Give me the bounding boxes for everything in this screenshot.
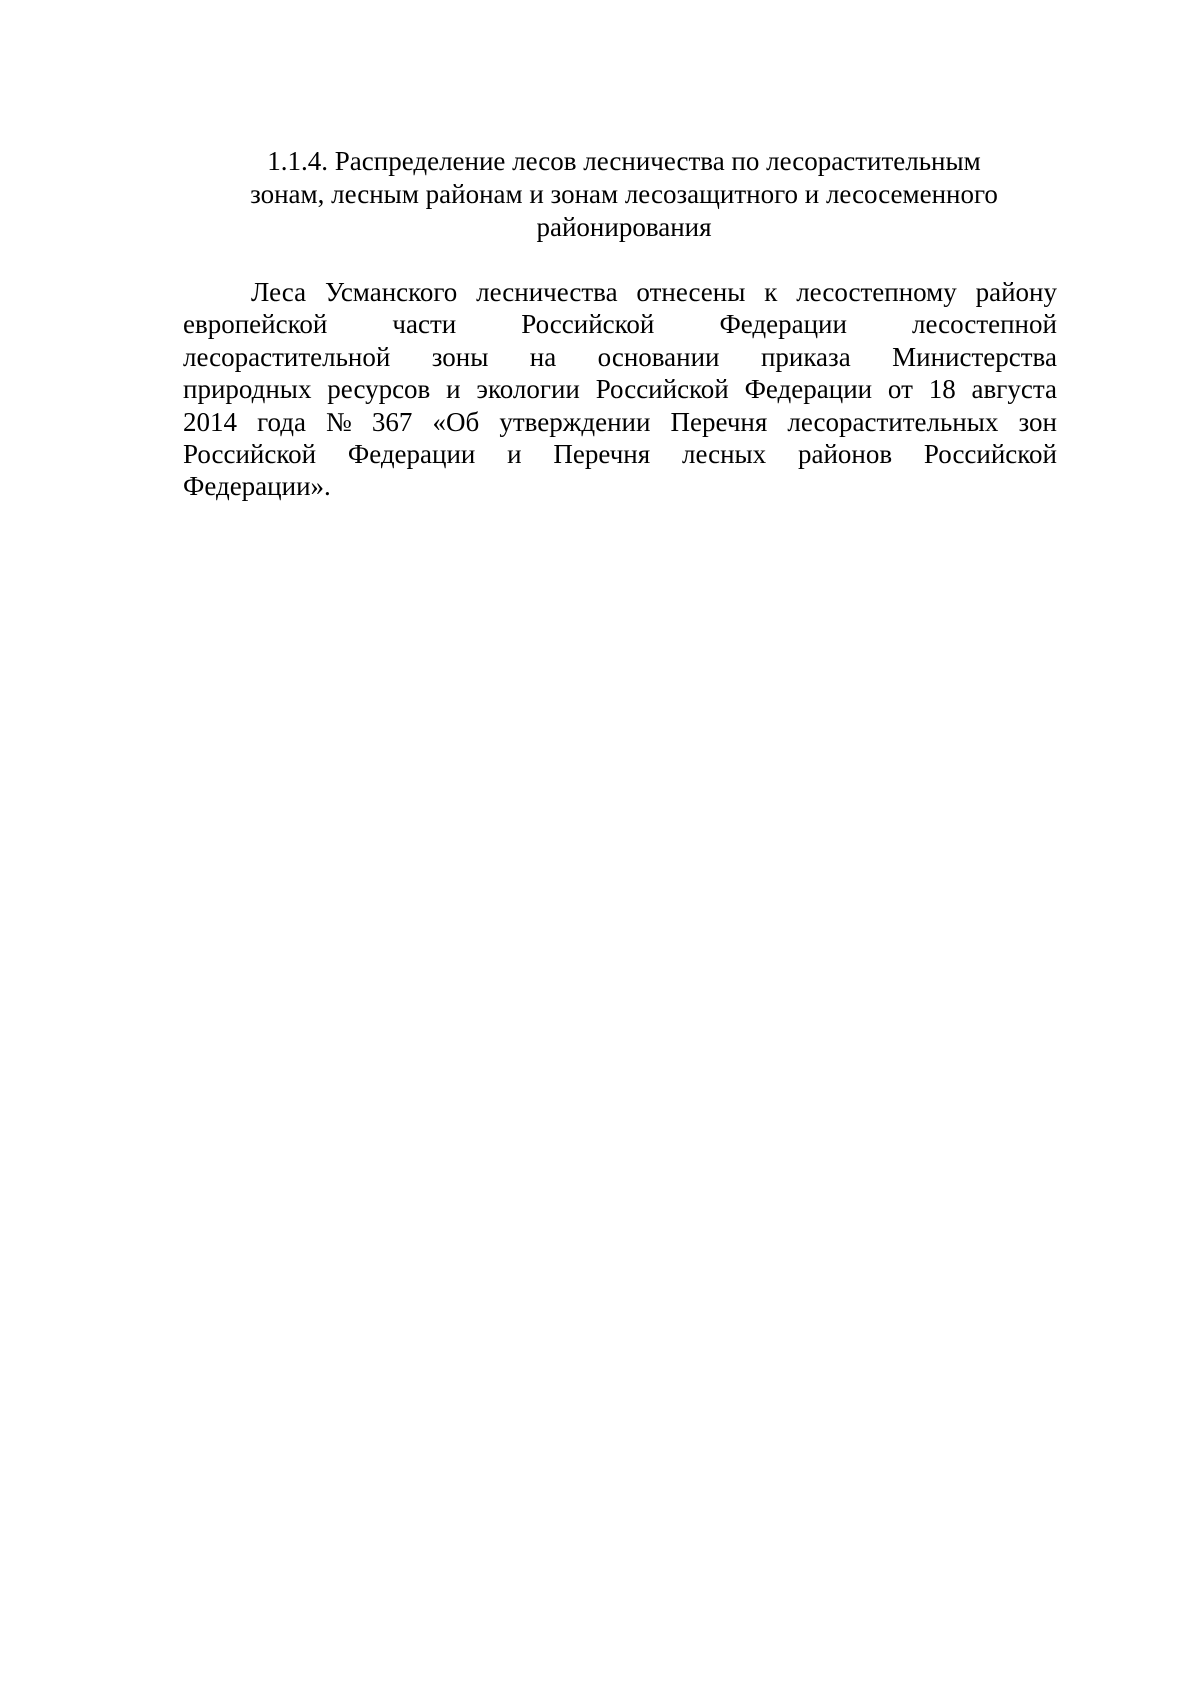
paragraph-line (183, 373, 1057, 405)
paragraph-word: «Об (432, 406, 480, 437)
paragraph-word: Федерации». (183, 471, 331, 502)
heading-line: 1.1.4. Распределение лесов лесничества по лесорастительным (267, 146, 981, 176)
paragraph-line (183, 308, 1057, 340)
paragraph-word: Федерации (347, 439, 476, 470)
paragraph-word: отнесены (636, 277, 746, 307)
paragraph-word: 18 (928, 374, 956, 405)
paragraph-word: года (257, 406, 306, 437)
paragraph-word: части (392, 309, 457, 340)
paragraph-word: лесостепной (912, 309, 1057, 340)
paragraph-word: Российской (183, 439, 317, 470)
paragraph-word: ресурсов (327, 374, 431, 405)
paragraph-word: и (446, 374, 461, 405)
paragraph-word: лесорастительных (787, 406, 999, 437)
section-heading (200, 145, 1048, 244)
paragraph-line (183, 341, 1057, 373)
paragraph-word: природных (183, 374, 312, 405)
body-paragraph (183, 276, 1057, 503)
paragraph-word: и (507, 439, 522, 470)
paragraph-word: 367 (371, 406, 413, 437)
paragraph-line (183, 470, 1057, 502)
paragraph-word: августа (971, 374, 1057, 405)
paragraph-word: зоны (431, 341, 489, 372)
paragraph-word: № (326, 406, 352, 437)
paragraph-word: утверждении (499, 406, 651, 437)
paragraph-word: от (887, 374, 913, 405)
paragraph-word: на (529, 341, 557, 372)
paragraph-word: лесничества (476, 277, 618, 307)
paragraph-word: Российской (595, 374, 729, 405)
paragraph-word: европейской (183, 309, 328, 340)
paragraph-word: Леса (251, 277, 307, 307)
paragraph-word: приказа (760, 341, 851, 372)
paragraph-word: Перечня (553, 439, 651, 470)
paragraph-word: к (764, 277, 778, 307)
heading-line: зонам, лесным районам и зонам лесозащитного и лесосеменного (250, 179, 998, 209)
heading-line: районирования (536, 212, 712, 242)
paragraph-word: Министерства (892, 341, 1057, 372)
paragraph-line (183, 406, 1057, 438)
paragraph-word: району (975, 277, 1057, 307)
paragraph-word: основании (597, 341, 720, 372)
paragraph-word: Федерации (744, 374, 873, 405)
paragraph-word: лесных (681, 439, 767, 470)
paragraph-word: лесостепному (796, 277, 957, 307)
paragraph-line (183, 276, 1057, 308)
paragraph-word: Усманского (324, 277, 458, 307)
paragraph-line (183, 438, 1057, 470)
paragraph-word: районов (797, 439, 893, 470)
paragraph-word: зон (1018, 406, 1057, 437)
paragraph-word: Федерации (719, 309, 847, 340)
paragraph-word: 2014 (183, 406, 237, 437)
paragraph-word: Российской (521, 309, 655, 340)
paragraph-word: Перечня (670, 406, 768, 437)
paragraph-word: экологии (476, 374, 580, 405)
paragraph-word: Российской (923, 439, 1057, 470)
paragraph-word: лесорастительной (183, 341, 391, 372)
